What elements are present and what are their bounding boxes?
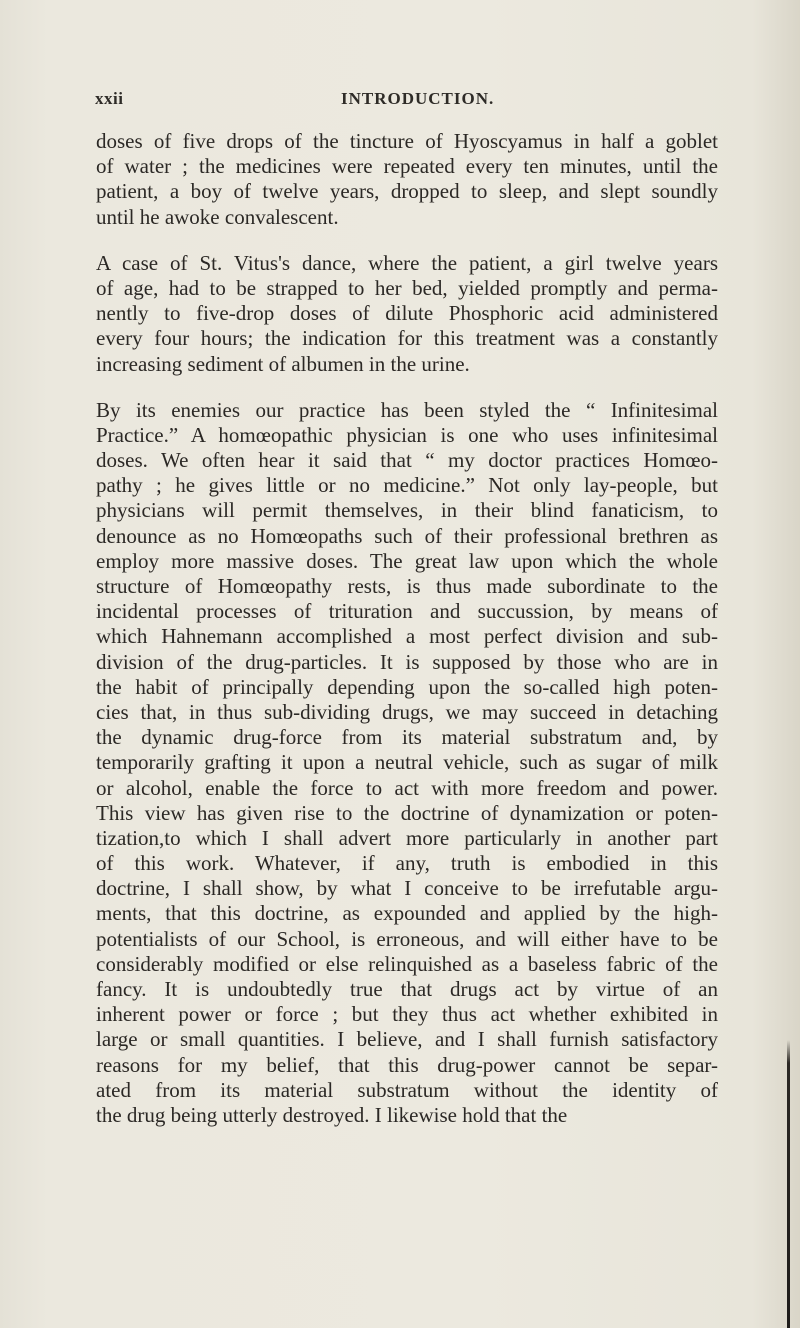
text-line: large or small quantities. I believe, and I shall furnish satisfactory — [96, 1027, 718, 1052]
text-line: division of the drug-particles. It is supposed by those who are in — [96, 649, 718, 674]
text-line: patient, a boy of twelve years, dropped to sleep, and slept soundly — [96, 179, 718, 204]
text-line: potentialists of our School, is erroneous, and will either have to be — [96, 926, 718, 951]
text-line: fancy. It is undoubtedly true that drugs act by virtue of an — [96, 977, 718, 1001]
page-number: xxii — [95, 89, 124, 108]
text-line: Practice.” A homœopathic physician is one who uses infinitesimal — [96, 422, 718, 447]
text-line: the habit of principally depending upon the so-called high poten- — [96, 674, 718, 699]
page-edge-shadow — [787, 1040, 790, 1328]
text-line: cies that, in thus sub-dividing drugs, we may succeed in detaching — [96, 699, 718, 724]
text-line: By its enemies our practice has been styled the “ Infinitesimal — [96, 397, 718, 422]
body-text — [96, 129, 718, 1128]
text-line: the dynamic drug-force from its material substratum and, by — [96, 725, 718, 750]
running-head — [95, 89, 715, 113]
text-line: inherent power or force ; but they thus act whether exhibited in — [96, 1002, 718, 1027]
text-line: doctrine, I shall show, by what I conceive to be irrefutable argu- — [96, 876, 718, 901]
text-line: employ more massive doses. The great law upon which the whole — [96, 548, 718, 573]
text-line: physicians will permit themselves, in their blind fanaticism, to — [96, 498, 718, 523]
chapter-title: INTRODUCTION. — [341, 89, 495, 108]
text-line: doses of five drops of the tincture of Hyoscyamus in half a goblet — [96, 129, 718, 153]
text-line: nently to five-drop doses of dilute Phosphoric acid administered — [96, 301, 718, 326]
paragraph — [96, 398, 718, 1128]
paragraph — [96, 129, 718, 230]
text-line: increasing sediment of albumen in the urine. — [96, 351, 470, 376]
text-line: incidental processes of trituration and succussion, by means of — [96, 599, 718, 624]
text-line: ments, that this doctrine, as expounded and applied by the high- — [96, 901, 718, 926]
text-line: of age, had to be strapped to her bed, yielded promptly and perma- — [96, 275, 718, 300]
text-line: structure of Homœopathy rests, is thus made subordinate to the — [96, 574, 718, 598]
text-line: ated from its material substratum without the identity of — [96, 1077, 718, 1102]
text-line: temporarily grafting it upon a neutral vehicle, such as sugar of milk — [96, 750, 718, 775]
text-line: pathy ; he gives little or no medicine.” Not only lay-people, but — [96, 473, 718, 498]
paragraph — [96, 251, 718, 377]
text-line: of this work. Whatever, if any, truth is embodied in this — [96, 851, 718, 876]
text-line: which Hahnemann accomplished a most perfect division and sub- — [96, 624, 718, 649]
text-line: reasons for my belief, that this drug-power cannot be separ- — [96, 1052, 718, 1077]
text-line: A case of St. Vitus's dance, where the patient, a girl twelve years — [96, 250, 718, 275]
text-line: the drug being utterly destroyed. I likewise hold that the — [96, 1102, 568, 1127]
text-line: This view has given rise to the doctrine of dynamization or poten- — [96, 800, 718, 825]
text-line: of water ; the medicines were repeated every ten minutes, until the — [96, 154, 718, 179]
paragraph-gap — [96, 230, 718, 251]
paragraph-gap — [96, 377, 718, 398]
text-line: considerably modified or else relinquished as a baseless fabric of the — [96, 951, 718, 976]
text-line: until he awoke convalescent. — [96, 204, 339, 229]
text-line: or alcohol, enable the force to act with more freedom and power. — [96, 775, 718, 800]
text-line: denounce as no Homœopaths such of their professional brethren as — [96, 523, 718, 548]
text-line: tization,to which I shall advert more particularly in another part — [96, 825, 718, 850]
text-line: every four hours; the indication for this treatment was a constantly — [96, 326, 718, 351]
text-line: doses. We often hear it said that “ my doctor practices Homœo- — [96, 448, 718, 473]
